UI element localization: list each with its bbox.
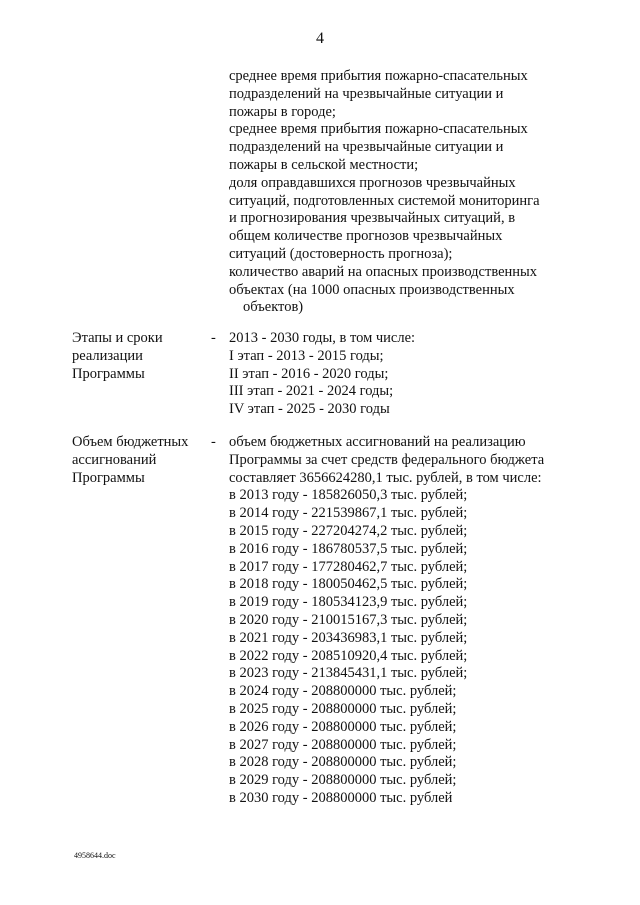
indicator-line: количество аварий на опасных производственных <box>229 263 538 280</box>
indicator-line: и прогнозирования чрезвычайных ситуаций, в <box>229 210 516 227</box>
indicator-line: среднее время прибытия пожарно-спасательных <box>229 121 528 138</box>
budget-year-line: в 2013 году - 185826050,3 тыс. рублей; <box>229 487 468 504</box>
indicator-line: общем количестве прогнозов чрезвычайных <box>229 228 503 245</box>
indicator-line: пожары в городе; <box>229 103 336 120</box>
indicator-line: пожары в сельской местности; <box>229 156 419 173</box>
stage-line: 2013 - 2030 годы, в том числе: <box>229 330 416 346</box>
stage-line: IV этап - 2025 - 2030 годы <box>229 401 390 418</box>
stage-line: III этап - 2021 - 2024 годы; <box>229 383 394 400</box>
budget-year-line: в 2021 году - 203436983,1 тыс. рублей; <box>229 629 468 646</box>
budget-year-line: в 2027 году - 208800000 тыс. рублей; <box>229 736 457 753</box>
budget-year-line: в 2023 году - 213845431,1 тыс. рублей; <box>229 665 468 682</box>
budget-label <box>72 434 202 487</box>
budget-label-line: ассигнований <box>72 451 157 468</box>
indicator-line: ситуаций (достоверность прогноза); <box>229 245 453 262</box>
stages-label <box>72 330 202 383</box>
stages-label-line: Программы <box>72 365 145 382</box>
indicator-line: подразделений на чрезвычайные ситуации и <box>229 85 504 102</box>
budget-year-line: в 2020 году - 210015167,3 тыс. рублей; <box>229 611 468 628</box>
stages-dash: - <box>211 330 216 346</box>
budget-year-line: в 2017 году - 177280462,7 тыс. рублей; <box>229 558 468 575</box>
budget-content <box>229 434 569 808</box>
budget-year-line: в 2025 году - 208800000 тыс. рублей; <box>229 700 457 717</box>
budget-intro-line: составляет 3656624280,1 тыс. рублей, в том числе: <box>229 469 542 486</box>
indicator-line: объектах (на 1000 опасных производственных <box>229 281 515 298</box>
budget-label-line: Объем бюджетных <box>72 434 189 450</box>
budget-year-line: в 2022 году - 208510920,4 тыс. рублей; <box>229 647 468 664</box>
budget-year-line: в 2015 году - 227204274,2 тыс. рублей; <box>229 522 468 539</box>
footer-doc-name: 4958644.doc <box>74 851 116 860</box>
indicators-content <box>229 68 569 317</box>
budget-year-line: в 2014 году - 221539867,1 тыс. рублей; <box>229 505 468 522</box>
budget-year-line: в 2024 году - 208800000 тыс. рублей; <box>229 683 457 700</box>
budget-year-line: в 2019 году - 180534123,9 тыс. рублей; <box>229 594 468 611</box>
indicator-line: объектов) <box>243 299 304 316</box>
budget-intro-line: Программы за счет средств федерального бюджета <box>229 451 545 468</box>
budget-year-line: в 2016 году - 186780537,5 тыс. рублей; <box>229 540 468 557</box>
indicator-line: доля оправдавшихся прогнозов чрезвычайных <box>229 174 516 191</box>
budget-year-line: в 2030 году - 208800000 тыс. рублей <box>229 789 453 806</box>
indicator-line: ситуаций, подготовленных системой мониторинга <box>229 192 540 209</box>
page-number: 4 <box>316 30 324 47</box>
indicator-line: среднее время прибытия пожарно-спасательных <box>229 68 528 84</box>
budget-year-line: в 2029 году - 208800000 тыс. рублей; <box>229 772 457 789</box>
budget-year-line: в 2018 году - 180050462,5 тыс. рублей; <box>229 576 468 593</box>
budget-dash: - <box>211 434 216 450</box>
stages-content <box>229 330 569 419</box>
budget-label-line: Программы <box>72 469 145 486</box>
stage-line: II этап - 2016 - 2020 годы; <box>229 365 389 382</box>
budget-year-line: в 2026 году - 208800000 тыс. рублей; <box>229 718 457 735</box>
indicator-line: подразделений на чрезвычайные ситуации и <box>229 139 504 156</box>
stages-label-line: Этапы и сроки <box>72 330 163 346</box>
stage-line: I этап - 2013 - 2015 годы; <box>229 347 384 364</box>
stages-label-line: реализации <box>72 347 143 364</box>
budget-year-line: в 2028 году - 208800000 тыс. рублей; <box>229 754 457 771</box>
budget-intro-line: объем бюджетных ассигнований на реализацию <box>229 434 526 450</box>
